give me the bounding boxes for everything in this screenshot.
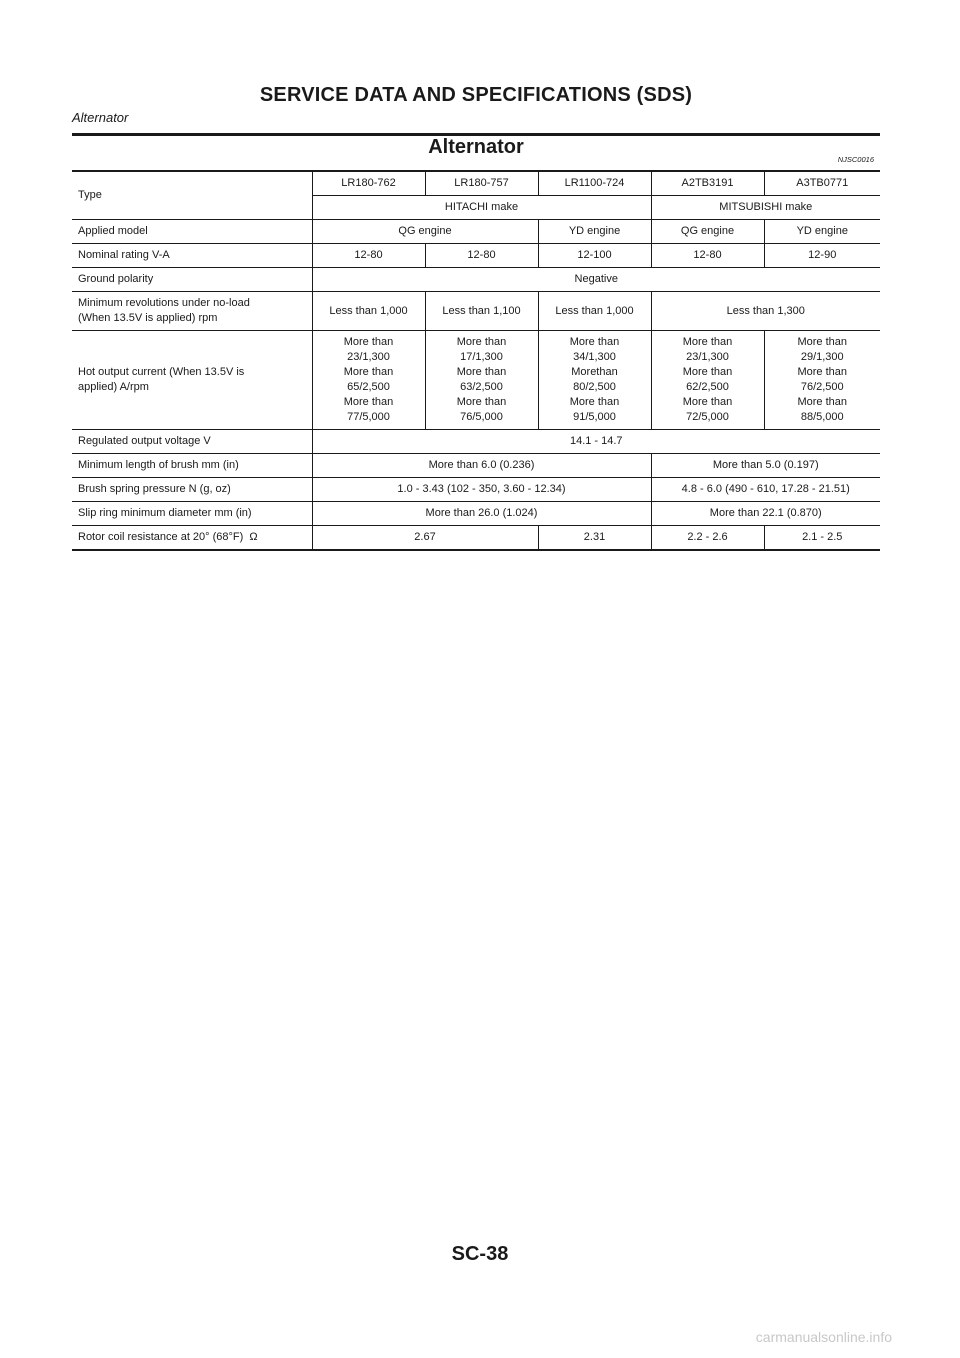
- value-line: More than: [569, 396, 620, 408]
- row-label: Slip ring minimum diameter mm (in): [72, 502, 312, 526]
- table-row-regulated-voltage: [72, 430, 880, 454]
- table-row-brush-length: [72, 454, 880, 478]
- table-row-brush-spring: [72, 478, 880, 502]
- row-label: [72, 292, 312, 331]
- value-cell: More than 5.0 (0.197): [651, 454, 880, 478]
- value-line: 65/2,500: [347, 381, 390, 393]
- value-line: 34/1,300: [573, 351, 616, 363]
- table-row-ground-polarity: [72, 268, 880, 292]
- value-line: More than: [682, 336, 733, 348]
- type-cell: LR1100-724: [538, 171, 651, 196]
- row-label: [72, 331, 312, 430]
- row-label: Applied model: [72, 220, 312, 244]
- value-line: 23/1,300: [686, 351, 729, 363]
- value-line: 88/5,000: [800, 411, 844, 423]
- value-cell: More than 26.0 (1.024): [312, 502, 651, 526]
- value-cell: 12-80: [425, 244, 538, 268]
- value-line: More than: [456, 336, 507, 348]
- page-number: SC-38: [451, 1243, 509, 1265]
- value-line: 76/5,000: [460, 411, 503, 423]
- value-cell: Less than 1,000: [538, 292, 651, 331]
- value-cell: 12-80: [312, 244, 425, 268]
- value-cell: QG engine: [651, 220, 764, 244]
- type-cell: A3TB0771: [764, 171, 880, 196]
- row-label-line: (When 13.5V is applied) rpm: [78, 312, 218, 324]
- table-row-min-revolutions: [72, 292, 880, 331]
- value-line: More than: [682, 396, 733, 408]
- table-row-rotor-coil: [72, 526, 880, 551]
- value-line: More than: [343, 366, 394, 378]
- value-cell: 12-80: [651, 244, 764, 268]
- row-label-line: applied) A/rpm: [78, 381, 149, 393]
- row-label: Nominal rating V-A: [72, 244, 312, 268]
- header-subtitle: Alternator: [72, 110, 129, 125]
- table-row-nominal-rating: [72, 244, 880, 268]
- table-row-type: [72, 171, 880, 196]
- value-cell: 1.0 - 3.43 (102 - 350, 3.60 - 12.34): [312, 478, 651, 502]
- value-line: 80/2,500: [573, 381, 616, 393]
- value-cell: 2.1 - 2.5: [764, 526, 880, 551]
- value-cell: 12-100: [538, 244, 651, 268]
- value-line: More than: [343, 336, 394, 348]
- row-label: Type: [72, 171, 312, 220]
- row-label: Minimum length of brush mm (in): [72, 454, 312, 478]
- value-cell: YD engine: [764, 220, 880, 244]
- section-code: NJSC0016: [837, 155, 874, 164]
- make-cell: HITACHI make: [312, 196, 651, 220]
- row-label: [72, 526, 312, 551]
- value-line: More than: [797, 336, 848, 348]
- value-cell: 2.67: [312, 526, 538, 551]
- value-line: More than: [456, 396, 507, 408]
- row-label: Brush spring pressure N (g, oz): [72, 478, 312, 502]
- row-label-line: Hot output current (When 13.5V is: [78, 366, 245, 378]
- page-header: [72, 84, 880, 125]
- ohm-unit: Ω: [249, 531, 258, 543]
- row-label-text: Rotor coil resistance at 20° (68°F): [78, 531, 244, 543]
- value-cell: 2.31: [538, 526, 651, 551]
- type-cell: A2TB3191: [651, 171, 764, 196]
- value-line: 72/5,000: [686, 411, 729, 423]
- value-cell: 14.1 - 14.7: [312, 430, 880, 454]
- value-cell: Less than 1,000: [312, 292, 425, 331]
- value-cell: Less than 1,300: [651, 292, 880, 331]
- value-line: 17/1,300: [460, 351, 503, 363]
- row-label: Ground polarity: [72, 268, 312, 292]
- value-line: More than: [682, 366, 733, 378]
- value-cell: Negative: [312, 268, 880, 292]
- value-cell: 4.8 - 6.0 (490 - 610, 17.28 - 21.51): [651, 478, 880, 502]
- value-line: 62/2,500: [686, 381, 729, 393]
- value-line: 76/2,500: [800, 381, 844, 393]
- alternator-spec-table: [72, 170, 880, 551]
- watermark: carmanualsonline.info: [755, 1329, 892, 1345]
- value-line: More than: [343, 396, 394, 408]
- value-cell: Less than 1,100: [425, 292, 538, 331]
- table-row-applied-model: [72, 220, 880, 244]
- value-line: 91/5,000: [573, 411, 616, 423]
- type-cell: LR180-757: [425, 171, 538, 196]
- value-line: 29/1,300: [800, 351, 844, 363]
- value-line: 77/5,000: [347, 411, 390, 423]
- value-cell: [312, 331, 425, 430]
- value-line: More than: [797, 396, 848, 408]
- value-cell: QG engine: [312, 220, 538, 244]
- value-cell: [651, 331, 764, 430]
- table-row-hot-output: [72, 331, 880, 430]
- row-label-line: Minimum revolutions under no-load: [78, 297, 250, 309]
- value-line: 23/1,300: [347, 351, 390, 363]
- value-line: Morethan: [571, 366, 618, 378]
- type-cell: LR180-762: [312, 171, 425, 196]
- header-title: SERVICE DATA AND SPECIFICATIONS (SDS): [259, 84, 693, 106]
- value-line: More than: [456, 366, 507, 378]
- row-label: Regulated output voltage V: [72, 430, 312, 454]
- value-line: 63/2,500: [460, 381, 503, 393]
- value-line: More than: [797, 366, 848, 378]
- value-cell: 12-90: [764, 244, 880, 268]
- table-row-slip-ring: [72, 502, 880, 526]
- value-cell: More than 22.1 (0.870): [651, 502, 880, 526]
- value-cell: 2.2 - 2.6: [651, 526, 764, 551]
- make-cell: MITSUBISHI make: [651, 196, 880, 220]
- value-line: More than: [569, 336, 620, 348]
- value-cell: YD engine: [538, 220, 651, 244]
- value-cell: [764, 331, 880, 430]
- value-cell: [425, 331, 538, 430]
- value-cell: More than 6.0 (0.236): [312, 454, 651, 478]
- section-title: Alternator: [428, 136, 524, 158]
- value-cell: [538, 331, 651, 430]
